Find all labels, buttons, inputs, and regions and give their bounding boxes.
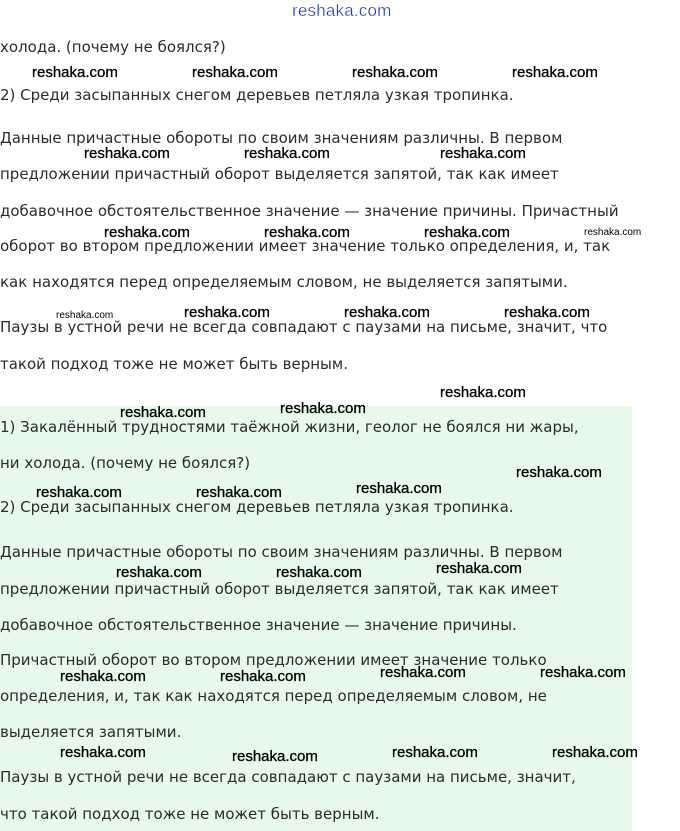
watermark: reshaka.com <box>552 744 638 761</box>
watermark: reshaka.com <box>184 304 270 321</box>
watermark: reshaka.com <box>104 224 190 241</box>
watermark: reshaka.com <box>584 227 642 238</box>
watermark: reshaka.com <box>60 668 146 685</box>
watermark: reshaka.com <box>36 484 122 501</box>
watermark: reshaka.com <box>56 310 114 321</box>
watermark: reshaka.com <box>264 224 350 241</box>
answer-line: что такой подход тоже не может быть верным. <box>0 805 380 823</box>
upper-line: как находятся перед определяемым словом, не выделяется запятыми. <box>0 273 568 291</box>
watermark: reshaka.com <box>424 224 510 241</box>
watermark: reshaka.com <box>356 480 442 497</box>
upper-line: такой подход тоже не может быть верным. <box>0 355 348 373</box>
watermark: reshaka.com <box>504 304 590 321</box>
watermark: reshaka.com <box>120 404 206 421</box>
watermark: reshaka.com <box>540 664 626 681</box>
answer-line: выделяется запятыми. <box>0 723 182 741</box>
upper-line: предложении причастный оборот выделяется запятой, так как имеет <box>0 165 559 183</box>
watermark: reshaka.com <box>380 664 466 681</box>
watermark: reshaka.com <box>516 464 602 481</box>
upper-line: добавочное обстоятельственное значение — значение причины. Причастный <box>0 202 619 220</box>
upper-line: Паузы в устной речи не всегда совпадают с паузами на письме, значит, что <box>0 318 608 336</box>
watermark: reshaka.com <box>196 484 282 501</box>
answer-line: Паузы в устной речи не всегда совпадают с паузами на письме, значит, <box>0 768 576 786</box>
upper-line: холода. (почему не боялся?) <box>0 38 226 56</box>
upper-line: оборот во втором предложении имеет значение только определения, и, так <box>0 237 611 255</box>
answer-line: 1) Закалённый трудностями таёжной жизни, геолог не боялся ни жары, <box>0 418 579 436</box>
upper-line: 2) Среди засыпанных снегом деревьев петляла узкая тропинка. <box>0 86 514 104</box>
watermark: reshaka.com <box>192 64 278 81</box>
upper-line: Данные причастные обороты по своим значениям различны. В первом <box>0 129 563 147</box>
answer-line: определения, и, так как находятся перед определяемым словом, не <box>0 687 547 705</box>
watermark: reshaka.com <box>440 384 526 401</box>
watermark: reshaka.com <box>220 668 306 685</box>
answer-line: ни холода. (почему не боялся?) <box>0 454 251 472</box>
answer-line: Причастный оборот во втором предложении имеет значение только <box>0 651 547 669</box>
watermark: reshaka.com <box>512 64 598 81</box>
watermark: reshaka.com <box>352 64 438 81</box>
watermark: reshaka.com <box>276 564 362 581</box>
watermark: reshaka.com <box>440 145 526 162</box>
watermark: reshaka.com <box>436 560 522 577</box>
answer-line: предложении причастный оборот выделяется запятой, так как имеет <box>0 580 559 598</box>
answer-line: добавочное обстоятельственное значение — значение причины. <box>0 616 517 634</box>
site-logo[interactable]: reshaka.com <box>292 1 392 20</box>
watermark: reshaka.com <box>60 744 146 761</box>
watermark: reshaka.com <box>280 400 366 417</box>
watermark: reshaka.com <box>344 304 430 321</box>
watermark: reshaka.com <box>32 64 118 81</box>
watermark: reshaka.com <box>392 744 478 761</box>
answer-line: 2) Среди засыпанных снегом деревьев петляла узкая тропинка. <box>0 498 514 516</box>
watermark: reshaka.com <box>244 145 330 162</box>
watermark: reshaka.com <box>84 145 170 162</box>
watermark: reshaka.com <box>116 564 202 581</box>
answer-line: Данные причастные обороты по своим значениям различны. В первом <box>0 543 563 561</box>
watermark: reshaka.com <box>232 748 318 765</box>
